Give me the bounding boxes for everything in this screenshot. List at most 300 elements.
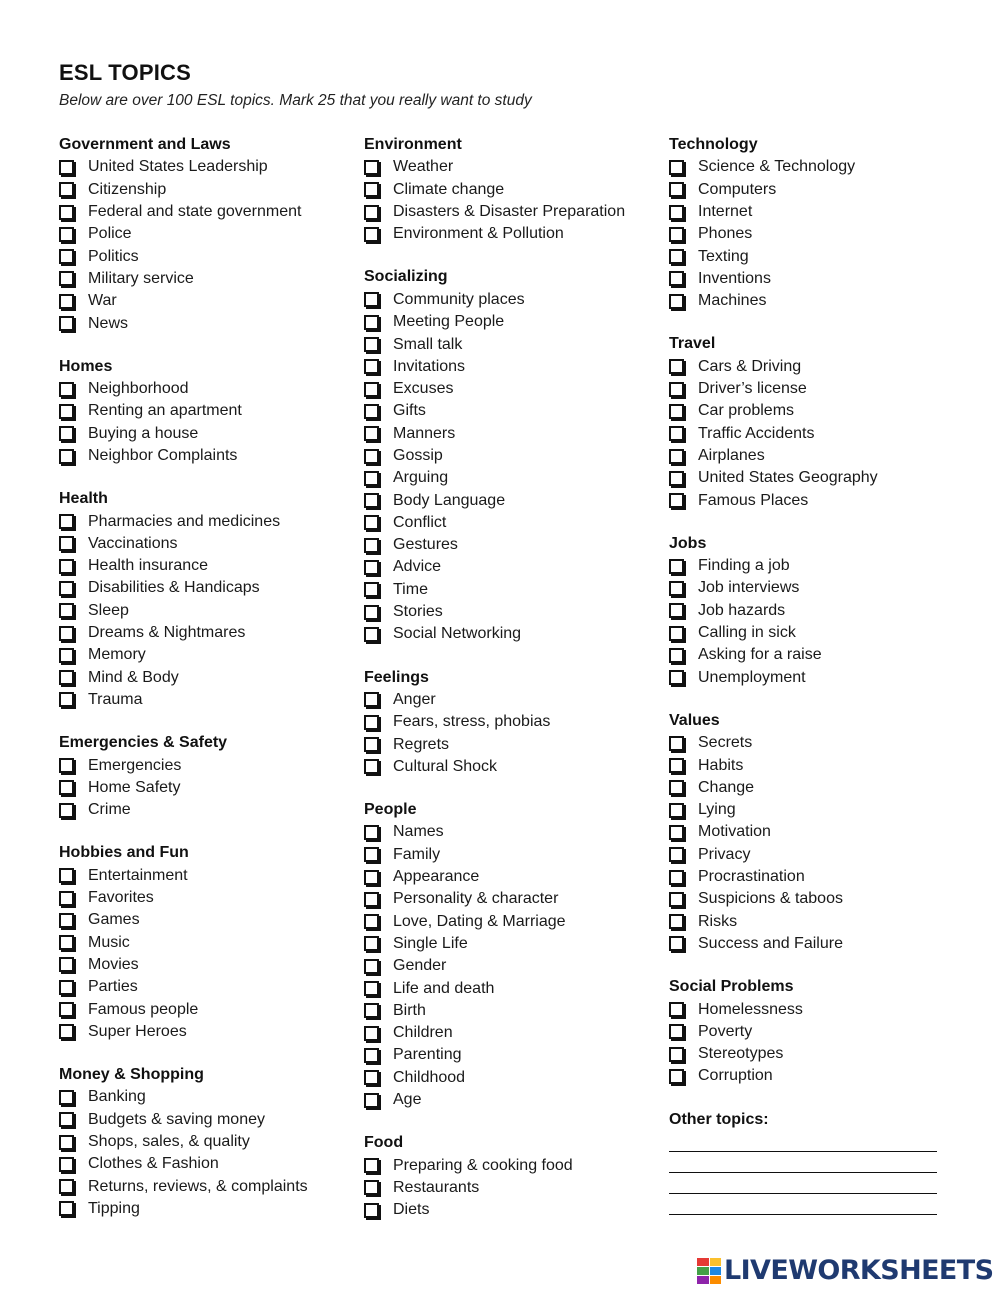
checkbox[interactable] — [669, 914, 684, 929]
topic-item[interactable] — [57, 622, 357, 644]
topic-label: Entertainment — [88, 866, 188, 884]
topic-label: Gestures — [393, 536, 458, 554]
topic-item[interactable] — [362, 512, 662, 534]
topic-item[interactable] — [362, 711, 662, 733]
topic-item[interactable] — [57, 1198, 357, 1220]
topic-item[interactable] — [667, 201, 967, 223]
topic-item[interactable] — [57, 445, 357, 467]
topic-item[interactable] — [57, 268, 357, 290]
checkbox[interactable] — [669, 847, 684, 862]
topic-item[interactable] — [667, 998, 967, 1020]
topic-label: Procrastination — [698, 868, 805, 886]
topic-item[interactable] — [667, 423, 967, 445]
checkbox[interactable] — [59, 1112, 74, 1127]
checkbox[interactable] — [59, 1201, 74, 1216]
topic-item[interactable] — [362, 1199, 662, 1221]
topic-item[interactable] — [57, 1021, 357, 1043]
checkbox[interactable] — [669, 892, 684, 907]
checkbox[interactable] — [364, 1158, 379, 1173]
checkbox[interactable] — [364, 449, 379, 464]
topic-item[interactable] — [57, 378, 357, 400]
checkbox[interactable] — [59, 536, 74, 551]
topic-item[interactable] — [57, 555, 357, 577]
checkbox[interactable] — [364, 205, 379, 220]
checkbox[interactable] — [59, 1002, 74, 1017]
checkbox[interactable] — [364, 715, 379, 730]
checkbox[interactable] — [364, 914, 379, 929]
topic-label: Childhood — [393, 1068, 466, 1086]
liveworksheets-logo-icon — [697, 1258, 721, 1284]
checkbox[interactable] — [669, 493, 684, 508]
topic-label: Car problems — [698, 402, 795, 420]
topic-item[interactable] — [667, 777, 967, 799]
checkbox[interactable] — [364, 315, 379, 330]
topic-label: Environment & Pollution — [393, 225, 564, 243]
topic-item[interactable] — [667, 467, 967, 489]
checkbox[interactable] — [59, 1179, 74, 1194]
other-topic-blank-line[interactable] — [669, 1194, 937, 1215]
topic-item[interactable] — [667, 378, 967, 400]
topic-item[interactable] — [57, 312, 357, 334]
topic-label: Movies — [88, 955, 139, 973]
checkbox[interactable] — [59, 404, 74, 419]
checkbox[interactable] — [59, 758, 74, 773]
logo-color-block — [697, 1267, 709, 1275]
topic-label: War — [88, 292, 117, 310]
topic-item[interactable] — [57, 1109, 357, 1131]
checkbox[interactable] — [364, 292, 379, 307]
other-topics-title: Other topics: — [669, 1110, 769, 1128]
topic-label: Gender — [393, 957, 447, 975]
topic-item[interactable] — [57, 400, 357, 422]
topic-item[interactable] — [362, 821, 662, 843]
topic-label: Cultural Shock — [393, 757, 498, 775]
topic-item[interactable] — [362, 489, 662, 511]
checkbox[interactable] — [59, 670, 74, 685]
checkbox[interactable] — [364, 227, 379, 242]
checkbox[interactable] — [59, 426, 74, 441]
checkbox[interactable] — [59, 603, 74, 618]
topic-item[interactable] — [667, 622, 967, 644]
topic-item[interactable] — [362, 933, 662, 955]
checkbox[interactable] — [669, 426, 684, 441]
topic-item[interactable] — [362, 911, 662, 933]
checkbox[interactable] — [59, 316, 74, 331]
topic-item[interactable] — [57, 510, 357, 532]
topic-item[interactable] — [667, 268, 967, 290]
topic-label: Disasters & Disaster Preparation — [393, 203, 626, 221]
topic-item[interactable] — [57, 932, 357, 954]
checkbox[interactable] — [669, 249, 684, 264]
topic-item[interactable] — [667, 732, 967, 754]
checkbox[interactable] — [669, 271, 684, 286]
checkbox[interactable] — [364, 870, 379, 885]
checkbox[interactable] — [364, 426, 379, 441]
checkbox[interactable] — [59, 1024, 74, 1039]
topic-item[interactable] — [667, 644, 967, 666]
checkbox[interactable] — [59, 868, 74, 883]
checkbox[interactable] — [669, 648, 684, 663]
topic-label: News — [88, 314, 129, 332]
checkbox[interactable] — [364, 404, 379, 419]
topic-label: Dreams & Nightmares — [88, 624, 246, 642]
checkbox[interactable] — [59, 957, 74, 972]
topic-item[interactable] — [362, 1154, 662, 1176]
checkbox[interactable] — [59, 1090, 74, 1105]
section-title: Money & Shopping — [59, 1065, 204, 1083]
topic-item[interactable] — [667, 754, 967, 776]
topic-item[interactable] — [57, 777, 357, 799]
topic-label: Risks — [698, 912, 738, 930]
topic-item[interactable] — [57, 577, 357, 599]
topic-item[interactable] — [362, 844, 662, 866]
topic-item[interactable] — [667, 667, 967, 689]
topic-item[interactable] — [667, 356, 967, 378]
topic-item[interactable] — [57, 976, 357, 998]
topic-item[interactable] — [667, 400, 967, 422]
checkbox[interactable] — [364, 847, 379, 862]
topic-item[interactable] — [362, 756, 662, 778]
topic-item[interactable] — [362, 1177, 662, 1199]
section-title: Food — [364, 1134, 404, 1152]
checkbox[interactable] — [59, 891, 74, 906]
checkbox[interactable] — [59, 1135, 74, 1150]
topic-item[interactable] — [57, 1175, 357, 1197]
topic-label: Music — [88, 933, 130, 951]
topic-label: Regrets — [393, 735, 450, 753]
topic-label: Inventions — [698, 269, 771, 287]
checkbox[interactable] — [59, 449, 74, 464]
checkbox[interactable] — [669, 359, 684, 374]
checkbox[interactable] — [669, 581, 684, 596]
topic-label: United States Leadership — [88, 158, 268, 176]
checkbox[interactable] — [669, 870, 684, 885]
topic-item[interactable] — [362, 1067, 662, 1089]
checkbox[interactable] — [364, 493, 379, 508]
topic-label: Sleep — [88, 601, 129, 619]
topic-item[interactable] — [362, 733, 662, 755]
topic-item[interactable] — [667, 844, 967, 866]
topic-item[interactable] — [57, 667, 357, 689]
topic-item[interactable] — [362, 289, 662, 311]
checkbox[interactable] — [364, 560, 379, 575]
checkbox[interactable] — [364, 582, 379, 597]
topic-label: Super Heroes — [88, 1022, 187, 1040]
checkbox[interactable] — [364, 759, 379, 774]
checkbox[interactable] — [364, 1070, 379, 1085]
checkbox[interactable] — [364, 1180, 379, 1195]
checkbox[interactable] — [364, 1048, 379, 1063]
topic-label: Texting — [698, 247, 749, 265]
checkbox[interactable] — [59, 271, 74, 286]
topic-item[interactable] — [667, 888, 967, 910]
topic-item[interactable] — [667, 1021, 967, 1043]
topic-label: Small talk — [393, 335, 463, 353]
checkbox[interactable] — [669, 626, 684, 641]
checkbox[interactable] — [669, 471, 684, 486]
topic-item[interactable] — [362, 955, 662, 977]
checkbox[interactable] — [364, 515, 379, 530]
checkbox[interactable] — [364, 359, 379, 374]
topic-item[interactable] — [362, 977, 662, 999]
topic-label: Memory — [88, 646, 146, 664]
checkbox[interactable] — [669, 382, 684, 397]
topic-item[interactable] — [57, 865, 357, 887]
topic-item[interactable] — [57, 754, 357, 776]
topic-item[interactable] — [362, 579, 662, 601]
topic-item[interactable] — [362, 601, 662, 623]
topic-item[interactable] — [362, 179, 662, 201]
other-topic-blank-line[interactable] — [669, 1173, 937, 1194]
topic-item[interactable] — [57, 1131, 357, 1153]
checkbox[interactable] — [59, 935, 74, 950]
topic-section — [667, 710, 967, 955]
topic-label: Cars & Driving — [698, 357, 802, 375]
topic-item[interactable] — [57, 423, 357, 445]
checkbox[interactable] — [669, 603, 684, 618]
checkbox[interactable] — [669, 670, 684, 685]
topic-label: Privacy — [698, 845, 751, 863]
checkbox[interactable] — [364, 959, 379, 974]
column-1 — [57, 134, 357, 1241]
topic-item[interactable] — [57, 799, 357, 821]
checkbox[interactable] — [669, 803, 684, 818]
topic-item[interactable] — [57, 909, 357, 931]
topic-label: Fears, stress, phobias — [393, 713, 551, 731]
checkbox[interactable] — [669, 294, 684, 309]
checkbox[interactable] — [669, 780, 684, 795]
section-title: Values — [669, 711, 720, 729]
topic-item[interactable] — [57, 1086, 357, 1108]
logo-color-block — [697, 1276, 709, 1284]
topic-label: Calling in sick — [698, 624, 796, 642]
topic-item[interactable] — [667, 445, 967, 467]
topic-label: Science & Technology — [698, 158, 856, 176]
topic-item[interactable] — [362, 556, 662, 578]
topic-item[interactable] — [667, 600, 967, 622]
topic-item[interactable] — [667, 156, 967, 178]
topic-label: Appearance — [393, 868, 480, 886]
topic-label: Health insurance — [88, 557, 209, 575]
topic-item[interactable] — [362, 400, 662, 422]
checkbox[interactable] — [669, 160, 684, 175]
checkbox[interactable] — [364, 605, 379, 620]
checkbox[interactable] — [364, 981, 379, 996]
topic-item[interactable] — [667, 223, 967, 245]
topic-label: Favorites — [88, 889, 154, 907]
topic-item[interactable] — [57, 223, 357, 245]
topic-item[interactable] — [57, 689, 357, 711]
topic-label: Federal and state government — [88, 203, 302, 221]
topic-item[interactable] — [362, 378, 662, 400]
checkbox[interactable] — [669, 758, 684, 773]
topic-item[interactable] — [362, 1044, 662, 1066]
checkbox[interactable] — [669, 736, 684, 751]
topic-item[interactable] — [362, 888, 662, 910]
checkbox[interactable] — [364, 337, 379, 352]
topic-label: Social Networking — [393, 625, 522, 643]
topic-item[interactable] — [362, 1000, 662, 1022]
topic-item[interactable] — [57, 290, 357, 312]
topic-item[interactable] — [667, 1043, 967, 1065]
checkbox[interactable] — [364, 160, 379, 175]
page-subtitle: Below are over 100 ESL topics. Mark 25 that you really want to study — [59, 92, 532, 109]
topic-label: Buying a house — [88, 424, 199, 442]
other-topics-block — [667, 1109, 967, 1215]
checkbox[interactable] — [59, 1157, 74, 1172]
topic-item[interactable] — [362, 467, 662, 489]
checkbox[interactable] — [364, 382, 379, 397]
topic-label: Shops, sales, & quality — [88, 1133, 250, 1151]
checkbox[interactable] — [59, 514, 74, 529]
topic-item[interactable] — [57, 245, 357, 267]
checkbox[interactable] — [364, 1026, 379, 1041]
topic-item[interactable] — [362, 534, 662, 556]
topic-item[interactable] — [667, 245, 967, 267]
topic-label: Computers — [698, 180, 777, 198]
topic-label: Age — [393, 1091, 422, 1109]
topic-item[interactable] — [57, 887, 357, 909]
topic-item[interactable] — [362, 445, 662, 467]
topic-item[interactable] — [362, 866, 662, 888]
topic-item[interactable] — [57, 644, 357, 666]
topic-item[interactable] — [667, 821, 967, 843]
topic-item[interactable] — [667, 866, 967, 888]
topic-label: Finding a job — [698, 557, 790, 575]
topic-item[interactable] — [362, 201, 662, 223]
topic-label: Renting an apartment — [88, 402, 242, 420]
topic-label: Meeting People — [393, 313, 505, 331]
checkbox[interactable] — [59, 205, 74, 220]
checkbox[interactable] — [669, 227, 684, 242]
topic-item[interactable] — [57, 998, 357, 1020]
checkbox[interactable] — [669, 825, 684, 840]
topic-label: Arguing — [393, 469, 449, 487]
section-title: Socializing — [364, 268, 448, 286]
topic-item[interactable] — [362, 156, 662, 178]
checkbox[interactable] — [59, 382, 74, 397]
topic-label: Stereotypes — [698, 1045, 784, 1063]
topic-item[interactable] — [362, 356, 662, 378]
topic-item[interactable] — [362, 311, 662, 333]
checkbox[interactable] — [59, 626, 74, 641]
checkbox[interactable] — [364, 471, 379, 486]
topic-label: United States Geography — [698, 469, 878, 487]
checkbox[interactable] — [59, 780, 74, 795]
checkbox[interactable] — [364, 692, 379, 707]
checkbox[interactable] — [59, 559, 74, 574]
checkbox[interactable] — [59, 581, 74, 596]
topic-label: Weather — [393, 158, 454, 176]
topic-item[interactable] — [667, 911, 967, 933]
topic-item[interactable] — [57, 156, 357, 178]
topic-item[interactable] — [667, 577, 967, 599]
checkbox[interactable] — [364, 627, 379, 642]
topic-label: Motivation — [698, 823, 771, 841]
checkbox[interactable] — [669, 1024, 684, 1039]
checkbox[interactable] — [669, 1002, 684, 1017]
checkbox[interactable] — [59, 913, 74, 928]
topic-label: Family — [393, 845, 441, 863]
topic-item[interactable] — [667, 1065, 967, 1087]
checkbox[interactable] — [364, 182, 379, 197]
topic-item[interactable] — [57, 533, 357, 555]
checkbox[interactable] — [669, 559, 684, 574]
checkbox[interactable] — [364, 1093, 379, 1108]
topic-label: Anger — [393, 690, 436, 708]
topic-label: Manners — [393, 424, 456, 442]
checkbox[interactable] — [669, 404, 684, 419]
topic-label: Poverty — [698, 1022, 753, 1040]
topic-item[interactable] — [667, 555, 967, 577]
checkbox[interactable] — [364, 737, 379, 752]
checkbox[interactable] — [364, 825, 379, 840]
section-title: Environment — [364, 136, 462, 153]
topic-label: Success and Failure — [698, 934, 843, 952]
topic-label: Preparing & cooking food — [393, 1156, 573, 1174]
checkbox[interactable] — [669, 205, 684, 220]
section-title: Social Problems — [669, 978, 794, 996]
topic-item[interactable] — [57, 600, 357, 622]
checkbox[interactable] — [669, 1069, 684, 1084]
topic-item[interactable] — [667, 290, 967, 312]
checkbox[interactable] — [669, 936, 684, 951]
topic-item[interactable] — [362, 423, 662, 445]
topic-item[interactable] — [667, 799, 967, 821]
topic-item[interactable] — [362, 1022, 662, 1044]
topic-item[interactable] — [362, 223, 662, 245]
topic-section — [362, 667, 662, 778]
topic-label: Asking for a raise — [698, 646, 822, 664]
topic-label: Banking — [88, 1088, 146, 1106]
topic-label: Birth — [393, 1001, 426, 1019]
topic-label: Restaurants — [393, 1178, 480, 1196]
topic-item[interactable] — [362, 333, 662, 355]
other-topic-blank-line[interactable] — [669, 1131, 937, 1152]
topic-item[interactable] — [57, 954, 357, 976]
checkbox[interactable] — [59, 803, 74, 818]
checkbox[interactable] — [59, 182, 74, 197]
checkbox[interactable] — [364, 892, 379, 907]
topic-item[interactable] — [667, 933, 967, 955]
checkbox[interactable] — [669, 182, 684, 197]
checkbox[interactable] — [59, 249, 74, 264]
topic-item[interactable] — [667, 489, 967, 511]
checkbox[interactable] — [59, 227, 74, 242]
topic-item[interactable] — [362, 689, 662, 711]
checkbox[interactable] — [364, 538, 379, 553]
checkbox[interactable] — [59, 294, 74, 309]
checkbox[interactable] — [59, 980, 74, 995]
checkbox[interactable] — [669, 1047, 684, 1062]
topic-item[interactable] — [57, 1153, 357, 1175]
checkbox[interactable] — [59, 692, 74, 707]
checkbox[interactable] — [364, 1203, 379, 1218]
topic-item[interactable] — [362, 623, 662, 645]
topic-label: Games — [88, 911, 140, 929]
checkbox[interactable] — [669, 449, 684, 464]
page-title: ESL TOPICS — [59, 60, 192, 85]
checkbox[interactable] — [59, 160, 74, 175]
topic-item[interactable] — [667, 179, 967, 201]
topic-item[interactable] — [57, 201, 357, 223]
other-topic-blank-line[interactable] — [669, 1152, 937, 1173]
checkbox[interactable] — [59, 648, 74, 663]
topic-item[interactable] — [57, 179, 357, 201]
checkbox[interactable] — [364, 1003, 379, 1018]
topic-item[interactable] — [362, 1089, 662, 1111]
checkbox[interactable] — [364, 936, 379, 951]
